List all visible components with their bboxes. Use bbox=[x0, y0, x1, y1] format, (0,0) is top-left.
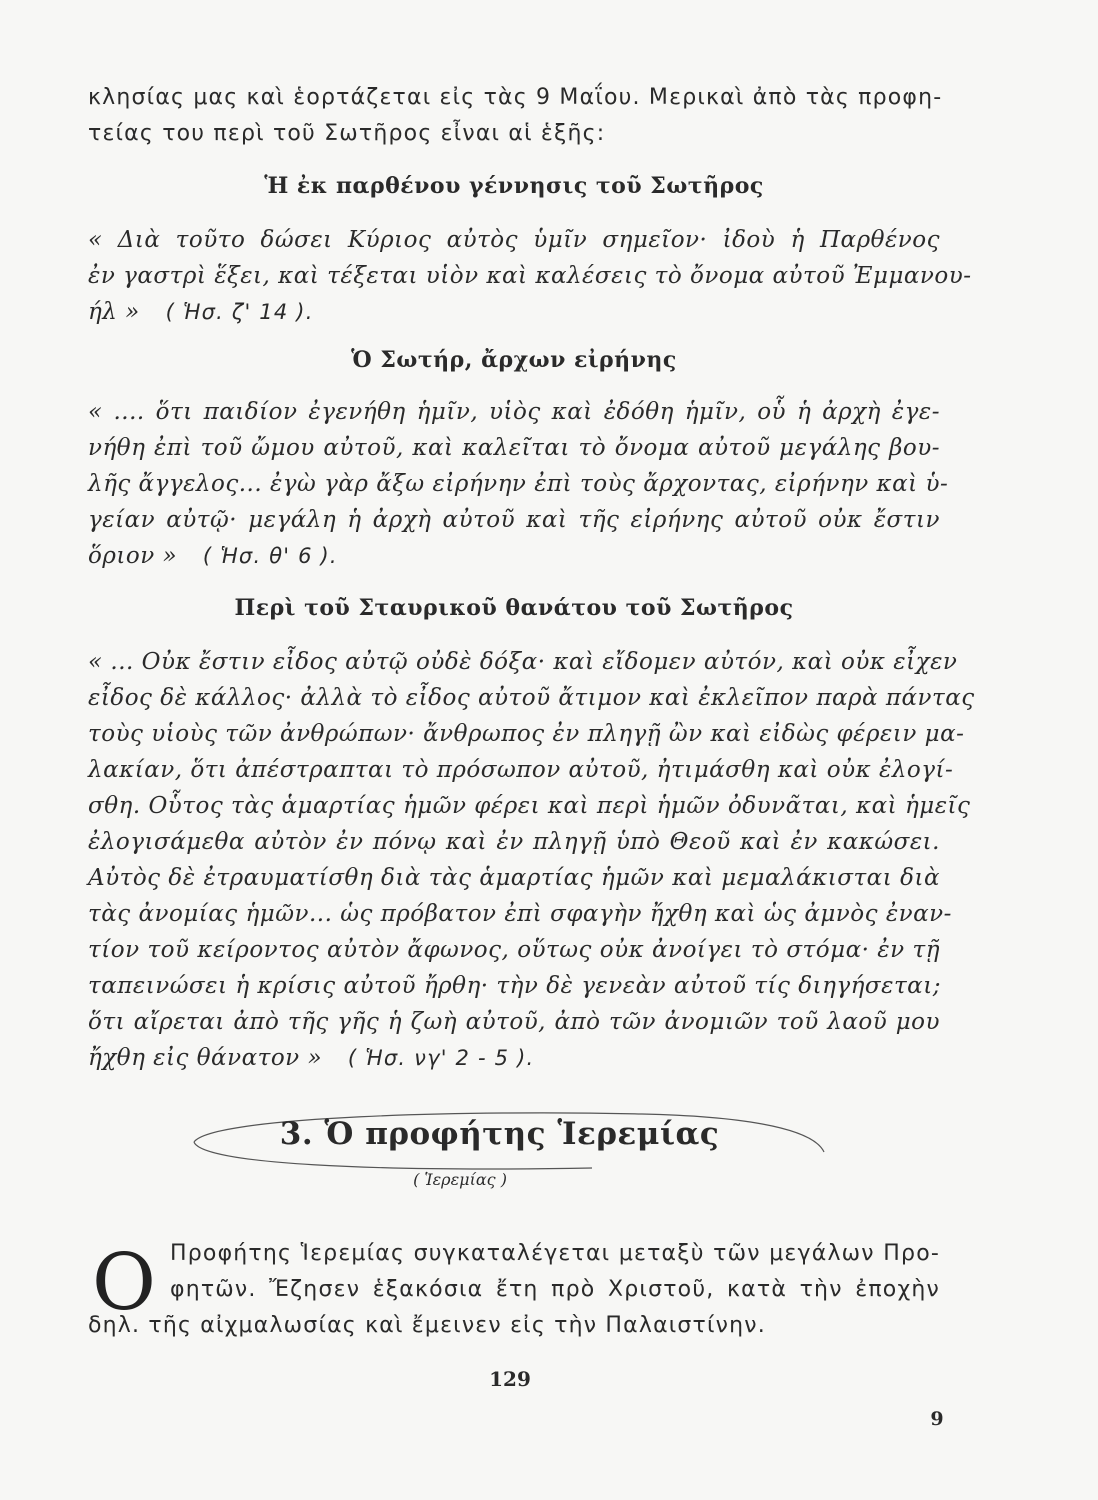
quote-end: ἤχθη εἰς θάνατον » bbox=[88, 1045, 323, 1071]
prophecy-quote bbox=[88, 222, 972, 330]
signature-mark: 9 bbox=[930, 1408, 944, 1430]
section-heading: Περὶ τοῦ Σταυρικοῦ θανάτου τοῦ Σωτῆρος bbox=[234, 595, 794, 621]
text-line: γείαν αὐτῷ· μεγάλη ἡ ἀρχὴ αὐτοῦ καὶ τῆς εἰρήνης αὐτοῦ οὐκ ἔστιν bbox=[88, 507, 940, 533]
text-line: τὰς ἀνομίας ἡμῶν... ὡς πρόβατον ἐπὶ σφαγὴν ἤχθη καὶ ὡς ἀμνὸς ἐναν- bbox=[88, 901, 952, 927]
text-line: τείας του περὶ τοῦ Σωτῆρος εἶναι αἱ ἑξῆς: bbox=[88, 121, 606, 146]
text-line: ὅτι αἴρεται ἀπὸ τῆς γῆς ἡ ζωὴ αὐτοῦ, ἀπὸ τῶν ἀνομιῶν τοῦ λαοῦ μου bbox=[88, 1009, 940, 1035]
text-line: « Διὰ τοῦτο δώσει Κύριος αὐτὸς ὑμῖν σημεῖον· ἰδοὺ ἡ Παρθένος bbox=[88, 227, 940, 253]
drop-cap: Ο bbox=[92, 1238, 156, 1328]
prophecy-quote bbox=[88, 394, 949, 574]
page-number: 129 bbox=[489, 1367, 531, 1391]
text-line: ταπεινώσει ἡ κρίσις αὐτοῦ ἤρθη· τὴν δὲ γενεὰν αὐτοῦ τίς διηγήσεται; bbox=[88, 973, 941, 999]
scripture-reference: ( Ἡσ. νγ' 2 - 5 ). bbox=[347, 1046, 535, 1070]
text-line: σθη. Οὗτος τὰς ἁμαρτίας ἡμῶν φέρει καὶ περὶ ἡμῶν ὀδυνᾶται, καὶ ἡμεῖς bbox=[88, 793, 971, 819]
quote-end: ὅριον » bbox=[88, 543, 178, 569]
text-line: τίον τοῦ κείροντος αὐτὸν ἄφωνος, οὕτως οὐκ ἀνοίγει τὸ στόμα· ἐν τῇ bbox=[88, 937, 940, 963]
text-line bbox=[88, 294, 940, 330]
chapter-banner bbox=[172, 1108, 827, 1176]
chapter-intro-last-line bbox=[88, 1308, 940, 1344]
text-line: Προφήτης Ἱερεμίας συγκαταλέγεται μεταξὺ τῶν μεγάλων Προ- bbox=[170, 1241, 940, 1266]
text-line: ἐν γαστρὶ ἕξει, καὶ τέξεται υἱὸν καὶ καλέσεις τὸ ὄνομα αὐτοῦ Ἐμμανου- bbox=[88, 263, 972, 289]
text-line: « .... ὅτι παιδίον ἐγενήθη ἡμῖν, υἱὸς καὶ ἐδόθη ἡμῖν, οὗ ἡ ἀρχὴ ἐγε- bbox=[88, 399, 940, 425]
text-line: ἐλογισάμεθα αὐτὸν ἐν πόνῳ καὶ ἐν πληγῇ ὑπὸ Θεοῦ καὶ ἐν κακώσει. bbox=[88, 829, 940, 855]
text-line bbox=[88, 1040, 940, 1076]
quote-end: ήλ » bbox=[88, 299, 140, 325]
text-line: δηλ. τῆς αἰχμαλωσίας καὶ ἔμεινεν εἰς τὴν Παλαιστίνην. bbox=[88, 1313, 766, 1338]
text-line: φητῶν. Ἔζησεν ἑξακόσια ἔτη πρὸ Χριστοῦ, κατὰ τὴν ἐποχὴν bbox=[170, 1277, 940, 1302]
text-line: Αὐτὸς δὲ ἐτραυματίσθη διὰ τὰς ἁμαρτίας ἡμῶν καὶ μεμαλάκισται διὰ bbox=[88, 865, 940, 891]
scripture-reference: ( Ἡσ. ζ' 14 ). bbox=[165, 300, 314, 324]
chapter-subtitle: ( Ἱερεμίας ) bbox=[413, 1170, 507, 1189]
scripture-reference: ( Ἡσ. θ' 6 ). bbox=[202, 544, 338, 568]
text-line: τοὺς υἱοὺς τῶν ἀνθρώπων· ἄνθρωπος ἐν πληγῇ ὢν καὶ εἰδὼς φέρειν μα- bbox=[88, 721, 965, 747]
text-line: λῆς ἄγγελος... ἐγὼ γὰρ ἄξω εἰρήνην ἐπὶ τοὺς ἄρχοντας, εἰρήνην καὶ ὑ- bbox=[88, 471, 949, 497]
prophecy-quote bbox=[88, 644, 975, 1076]
text-line: εἶδος δὲ κάλλος· ἀλλὰ τὸ εἶδος αὐτοῦ ἄτιμον καὶ ἐκλεῖπον παρὰ πάντας bbox=[88, 685, 975, 711]
chapter-title: 3. Ὁ προφήτης Ἱερεμίας bbox=[279, 1116, 720, 1152]
text-line: « ... Οὐκ ἔστιν εἶδος αὐτῷ οὐδὲ δόξα· καὶ εἴδομεν αὐτόν, καὶ οὐκ εἶχεν bbox=[88, 649, 958, 675]
text-line: νήθη ἐπὶ τοῦ ὤμου αὐτοῦ, καὶ καλεῖται τὸ ὄνομα αὐτοῦ μεγάλης βου- bbox=[88, 435, 940, 461]
text-line bbox=[88, 538, 940, 574]
text-line: λακίαν, ὅτι ἀπέστραπται τὸ πρόσωπον αὐτοῦ, ἠτιμάσθη καὶ οὐκ ἐλογί- bbox=[88, 757, 954, 783]
section-heading: Ἡ ἐκ παρθένου γέννησις τοῦ Σωτῆρος bbox=[264, 173, 764, 199]
intro-paragraph bbox=[88, 80, 943, 152]
text-line: κλησίας μας καὶ ἑορτάζεται εἰς τὰς 9 Μαΐου. Μερικαὶ ἀπὸ τὰς προφη- bbox=[88, 85, 943, 110]
section-heading: Ὁ Σωτήρ, ἄρχων εἰρήνης bbox=[351, 347, 677, 373]
chapter-intro-paragraph bbox=[170, 1236, 940, 1308]
